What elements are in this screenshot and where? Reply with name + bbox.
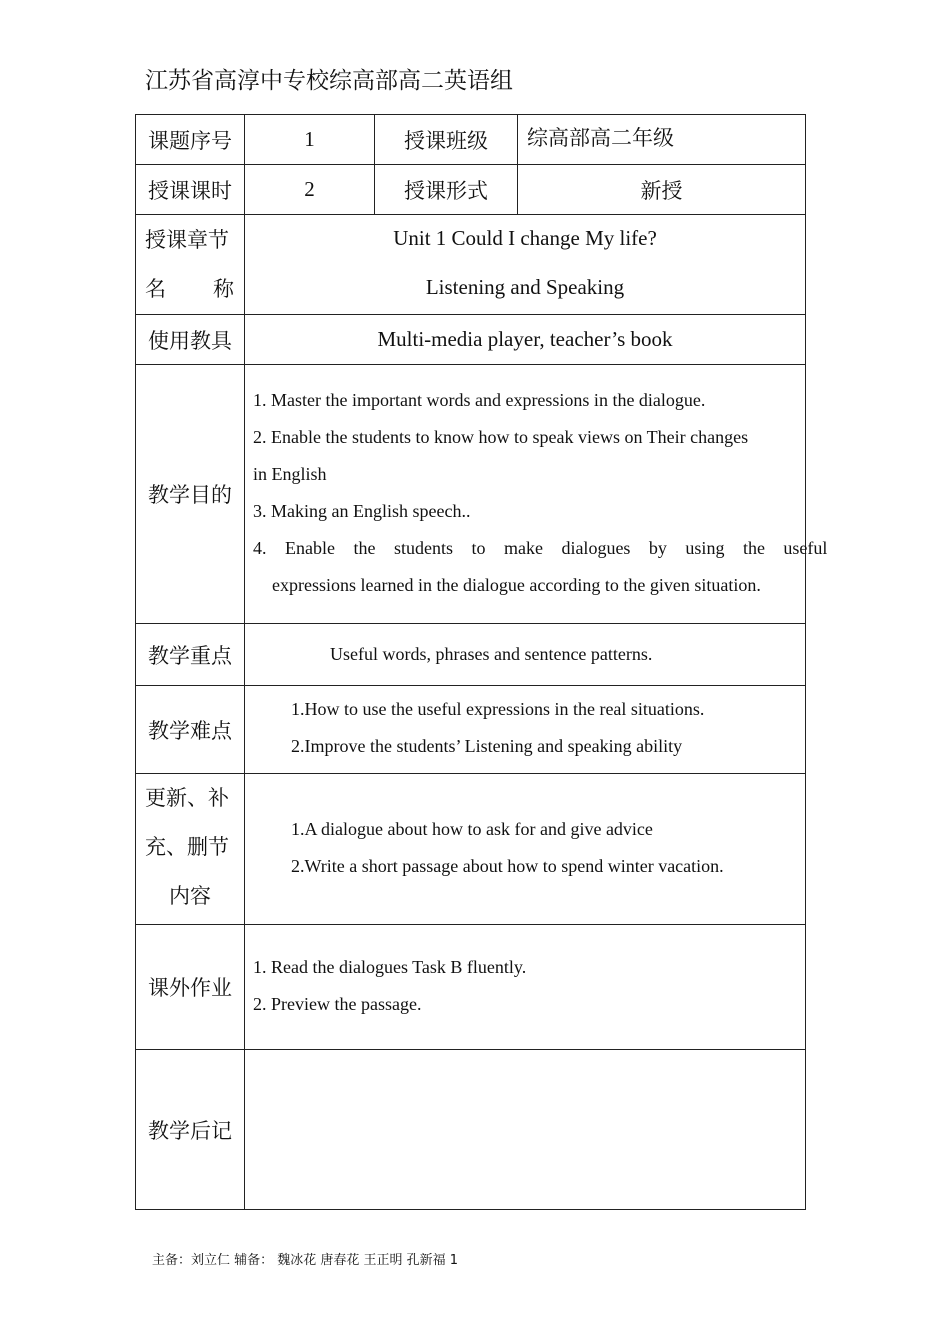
form-label: 授课形式 <box>374 164 518 215</box>
chapter-label <box>135 214 245 315</box>
form-value: 新授 <box>517 164 806 215</box>
chapter-label-char-b: 称 <box>213 277 234 301</box>
hours-label: 授课课时 <box>135 164 245 215</box>
supplement-label-line: 内容 <box>169 884 211 908</box>
tools-value: Multi-media player, teacher’s book <box>244 314 806 365</box>
difficulties-label: 教学难点 <box>135 685 245 774</box>
supplement-label-line: 充、删节 <box>145 835 229 859</box>
reflection-label: 教学后记 <box>135 1049 245 1210</box>
tools-label: 使用教具 <box>135 314 245 365</box>
objective-item: 4. Enable the students to make dialogues by using the useful <box>253 538 828 558</box>
homework-content <box>244 924 806 1050</box>
objective-item: 3. Making an English speech.. <box>253 501 471 521</box>
row-objectives <box>135 364 828 624</box>
row-reflection <box>135 1049 806 1210</box>
key-points-cell <box>244 623 806 686</box>
objective-item: 1. Master the important words and expressions in the dialogue. <box>253 390 706 410</box>
key-points-label: 教学重点 <box>135 623 245 686</box>
class-label: 授课班级 <box>374 114 518 165</box>
supplement-label <box>135 773 245 925</box>
document-header: 江苏省高淳中专校综高部高二英语组 <box>145 68 513 94</box>
homework-item: 2. Preview the passage. <box>253 994 422 1014</box>
objective-item: expressions learned in the dialogue according to the given situation. <box>272 575 761 595</box>
topic-no-value: 1 <box>244 114 375 165</box>
objective-item: in English <box>253 464 327 484</box>
chapter-label-line1: 授课章节 <box>145 228 229 252</box>
objectives-content <box>244 364 828 624</box>
row-difficulties <box>135 685 806 774</box>
supplement-content <box>244 773 806 925</box>
row-key-points <box>135 623 806 686</box>
objective-item: 2. Enable the students to know how to speak views on Their changes <box>253 427 749 447</box>
row-supplement <box>135 773 806 925</box>
key-points-value: Useful words, phrases and sentence patterns. <box>330 644 653 664</box>
homework-label: 课外作业 <box>135 924 245 1050</box>
row-chapter <box>135 214 806 315</box>
objectives-label: 教学目的 <box>135 364 245 624</box>
hours-value: 2 <box>244 164 375 215</box>
chapter-title <box>244 214 806 315</box>
row-topic <box>135 114 806 165</box>
row-homework <box>135 924 806 1050</box>
row-hours <box>135 164 806 215</box>
supplement-label-line: 更新、补 <box>145 786 229 810</box>
supplement-item: 1.A dialogue about how to ask for and give advice <box>291 819 653 839</box>
reflection-content <box>244 1049 806 1210</box>
supplement-item: 2.Write a short passage about how to spend winter vacation. <box>291 856 724 876</box>
difficulties-content <box>244 685 806 774</box>
homework-item: 1. Read the dialogues Task B fluently. <box>253 957 527 977</box>
difficulty-item: 1.How to use the useful expressions in the real situations. <box>291 699 705 719</box>
difficulty-item: 2.Improve the students’ Listening and speaking ability <box>291 736 683 756</box>
chapter-title-line2: Listening and Speaking <box>425 275 625 299</box>
chapter-title-line1: Unit 1 Could I change My life? <box>393 226 657 250</box>
chapter-label-char-a: 名 <box>145 277 166 301</box>
class-value: 综高部高二年级 <box>517 114 806 165</box>
row-tools <box>135 314 806 365</box>
topic-no-label: 课题序号 <box>135 114 245 165</box>
document-footer: 主备：刘立仁 辅备： 魏冰花 唐春花 王正明 孔新福 1 <box>152 1253 459 1268</box>
